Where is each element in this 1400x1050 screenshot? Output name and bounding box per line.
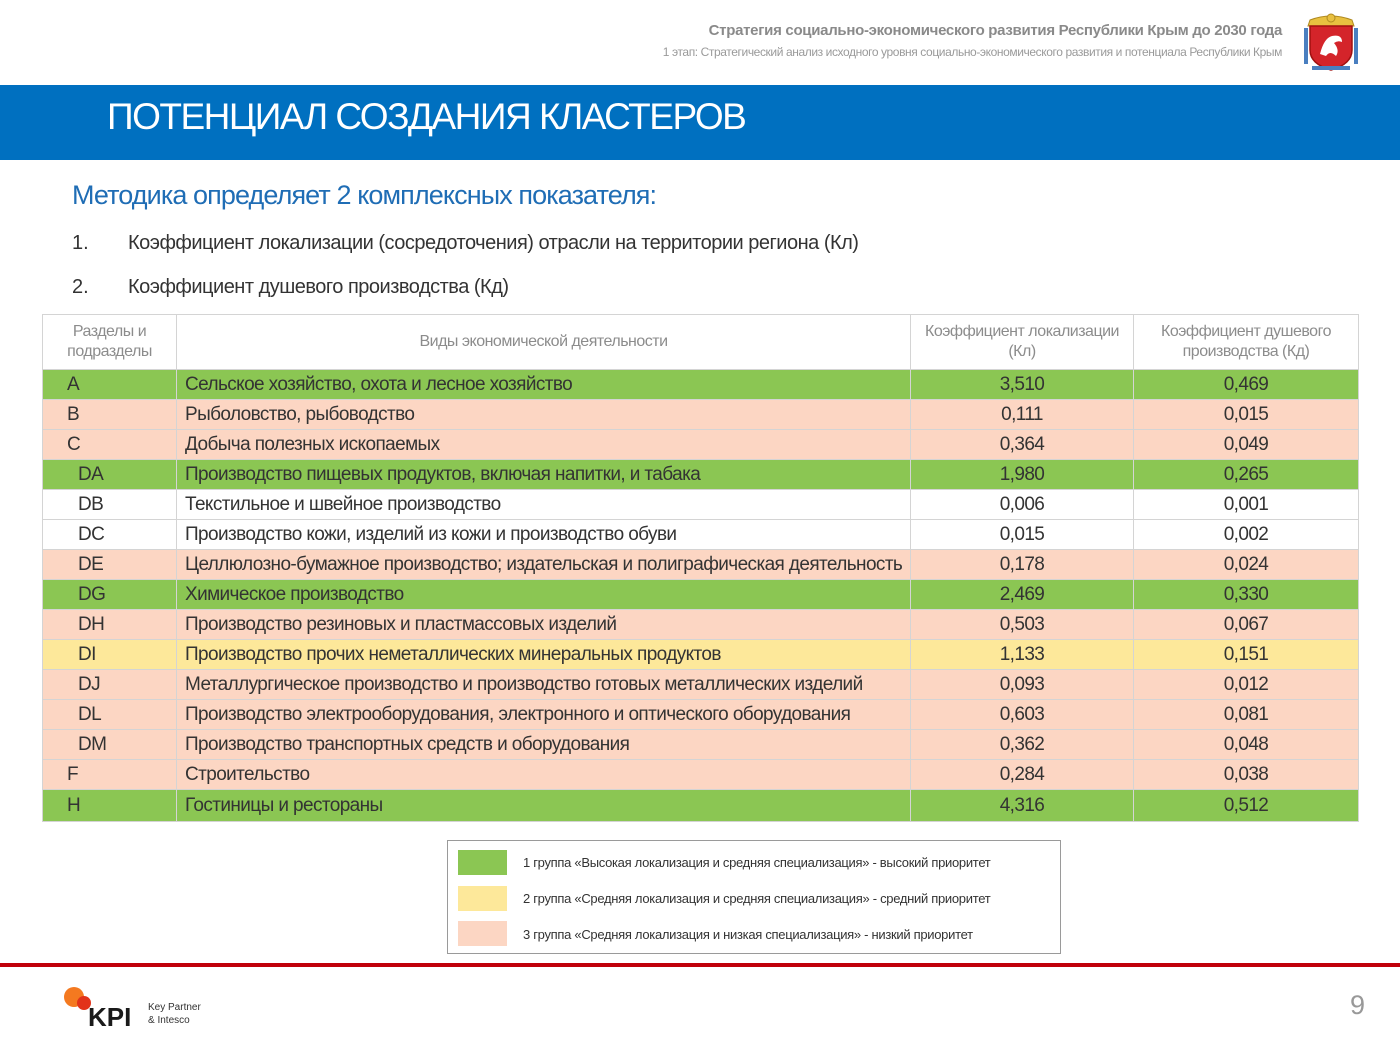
- table-row: [43, 550, 1359, 580]
- row-kd: 0,081: [1134, 700, 1359, 730]
- row-kl: 0,362: [911, 730, 1134, 760]
- legend-text-group1: 1 группа «Высокая локализация и средняя специализация» - высокий приоритет: [523, 855, 991, 870]
- header-code-line1: Разделы и: [72, 323, 147, 340]
- kpi-logo-icon: [60, 985, 210, 1030]
- legend-swatch-group2: [458, 886, 507, 911]
- row-code: DA: [43, 460, 177, 490]
- row-activity: Производство электрооборудования, электронного и оптического оборудования: [177, 700, 911, 730]
- row-code: A: [43, 370, 177, 400]
- header-kd-line1: Коэффициент душевого: [1161, 323, 1331, 340]
- footer-divider: [0, 963, 1400, 967]
- row-kl: 0,093: [911, 670, 1134, 700]
- header-kl: [911, 315, 1134, 370]
- row-code: DJ: [43, 670, 177, 700]
- row-code: DL: [43, 700, 177, 730]
- row-kd: 0,024: [1134, 550, 1359, 580]
- row-kl: 3,510: [911, 370, 1134, 400]
- row-activity: Рыболовство, рыбоводство: [177, 400, 911, 430]
- row-activity: Добыча полезных ископаемых: [177, 430, 911, 460]
- page-title: ПОТЕНЦИАЛ СОЗДАНИЯ КЛАСТЕРОВ: [107, 96, 746, 137]
- row-kd: 0,015: [1134, 400, 1359, 430]
- table-row: [43, 370, 1359, 400]
- row-kd: 0,002: [1134, 520, 1359, 550]
- row-kd: 0,048: [1134, 730, 1359, 760]
- row-activity: Строительство: [177, 760, 911, 790]
- row-kl: 0,284: [911, 760, 1134, 790]
- legend-swatch-group1: [458, 850, 507, 875]
- row-activity: Металлургическое производство и производство готовых металлических изделий: [177, 670, 911, 700]
- row-kd: 0,330: [1134, 580, 1359, 610]
- table-row: [43, 430, 1359, 460]
- row-activity: Химическое производство: [177, 580, 911, 610]
- row-kd: 0,469: [1134, 370, 1359, 400]
- row-code: F: [43, 760, 177, 790]
- logo-sub2: & Intesco: [148, 1015, 190, 1026]
- row-kd: 0,512: [1134, 790, 1359, 822]
- document-title: Стратегия социально-экономического развития Республики Крым до 2030 года: [708, 22, 1282, 39]
- header-code: [43, 315, 177, 370]
- header-kd: [1134, 315, 1359, 370]
- table-row: [43, 700, 1359, 730]
- row-kl: 0,364: [911, 430, 1134, 460]
- list-item-text: Коэффициент душевого производства (Кд): [128, 276, 509, 298]
- indicators-table: [42, 314, 1359, 822]
- row-kd: 0,151: [1134, 640, 1359, 670]
- row-kl: 2,469: [911, 580, 1134, 610]
- table-row: [43, 760, 1359, 790]
- row-activity: Производство транспортных средств и оборудования: [177, 730, 911, 760]
- table-header-row: [43, 315, 1359, 370]
- table-row: [43, 520, 1359, 550]
- row-kd: 0,265: [1134, 460, 1359, 490]
- table-row: [43, 640, 1359, 670]
- row-kl: 1,133: [911, 640, 1134, 670]
- row-kl: 0,111: [911, 400, 1134, 430]
- table-row: [43, 670, 1359, 700]
- row-kl: 0,178: [911, 550, 1134, 580]
- color-legend: [447, 840, 1061, 954]
- document-subtitle: 1 этап: Стратегический анализ исходного уровня социально-экономического развития и потенциала Республики Крым: [662, 45, 1282, 59]
- row-kl: 0,015: [911, 520, 1134, 550]
- row-kl: 1,980: [911, 460, 1134, 490]
- list-item-text: Коэффициент локализации (сосредоточения) отрасли на территории региона (Кл): [128, 232, 859, 254]
- row-code: DG: [43, 580, 177, 610]
- row-code: DB: [43, 490, 177, 520]
- legend-swatch-group3: [458, 921, 507, 946]
- row-activity: Целлюлозно-бумажное производство; издательская и полиграфическая деятельность: [177, 550, 911, 580]
- table-row: [43, 460, 1359, 490]
- table-row: [43, 790, 1359, 822]
- row-activity: Производство прочих неметаллических минеральных продуктов: [177, 640, 911, 670]
- row-kd: 0,001: [1134, 490, 1359, 520]
- list-item-number: 1.: [72, 232, 89, 254]
- row-code: DM: [43, 730, 177, 760]
- row-kl: 4,316: [911, 790, 1134, 822]
- row-code: H: [43, 790, 177, 822]
- row-code: DI: [43, 640, 177, 670]
- header-code-line2: подразделы: [67, 343, 152, 360]
- table-row: [43, 730, 1359, 760]
- row-activity: Производство кожи, изделий из кожи и производство обуви: [177, 520, 911, 550]
- table-row: [43, 580, 1359, 610]
- row-code: C: [43, 430, 177, 460]
- row-code: B: [43, 400, 177, 430]
- row-activity: Текстильное и швейное производство: [177, 490, 911, 520]
- row-activity: Гостиницы и рестораны: [177, 790, 911, 822]
- row-kl: 0,006: [911, 490, 1134, 520]
- header-kd-line2: производства (Кд): [1182, 343, 1310, 360]
- crimea-coat-of-arms-icon: [1302, 10, 1360, 72]
- logo-sub1: Key Partner: [148, 1002, 201, 1013]
- row-kd: 0,067: [1134, 610, 1359, 640]
- table-row: [43, 610, 1359, 640]
- header-kl-line2: (Кл): [1008, 343, 1036, 360]
- row-kl: 0,603: [911, 700, 1134, 730]
- table-row: [43, 400, 1359, 430]
- row-code: DE: [43, 550, 177, 580]
- row-code: DC: [43, 520, 177, 550]
- header-kl-line1: Коэффициент локализации: [925, 323, 1119, 340]
- row-kd: 0,012: [1134, 670, 1359, 700]
- legend-text-group3: 3 группа «Средняя локализация и низкая специализация» - низкий приоритет: [523, 927, 973, 942]
- legend-text-group2: 2 группа «Средняя локализация и средняя специализация» - средний приоритет: [523, 891, 991, 906]
- list-item-number: 2.: [72, 276, 89, 298]
- row-activity: Производство резиновых и пластмассовых изделий: [177, 610, 911, 640]
- row-kd: 0,049: [1134, 430, 1359, 460]
- header-activity: Виды экономической деятельности: [177, 315, 911, 370]
- intro-heading: Методика определяет 2 комплексных показателя:: [72, 180, 657, 210]
- row-activity: Производство пищевых продуктов, включая напитки, и табака: [177, 460, 911, 490]
- logo-text: KPI: [88, 1002, 132, 1030]
- row-code: DH: [43, 610, 177, 640]
- row-activity: Сельское хозяйство, охота и лесное хозяйство: [177, 370, 911, 400]
- table-row: [43, 490, 1359, 520]
- row-kl: 0,503: [911, 610, 1134, 640]
- page-number: 9: [1349, 990, 1365, 1020]
- row-kd: 0,038: [1134, 760, 1359, 790]
